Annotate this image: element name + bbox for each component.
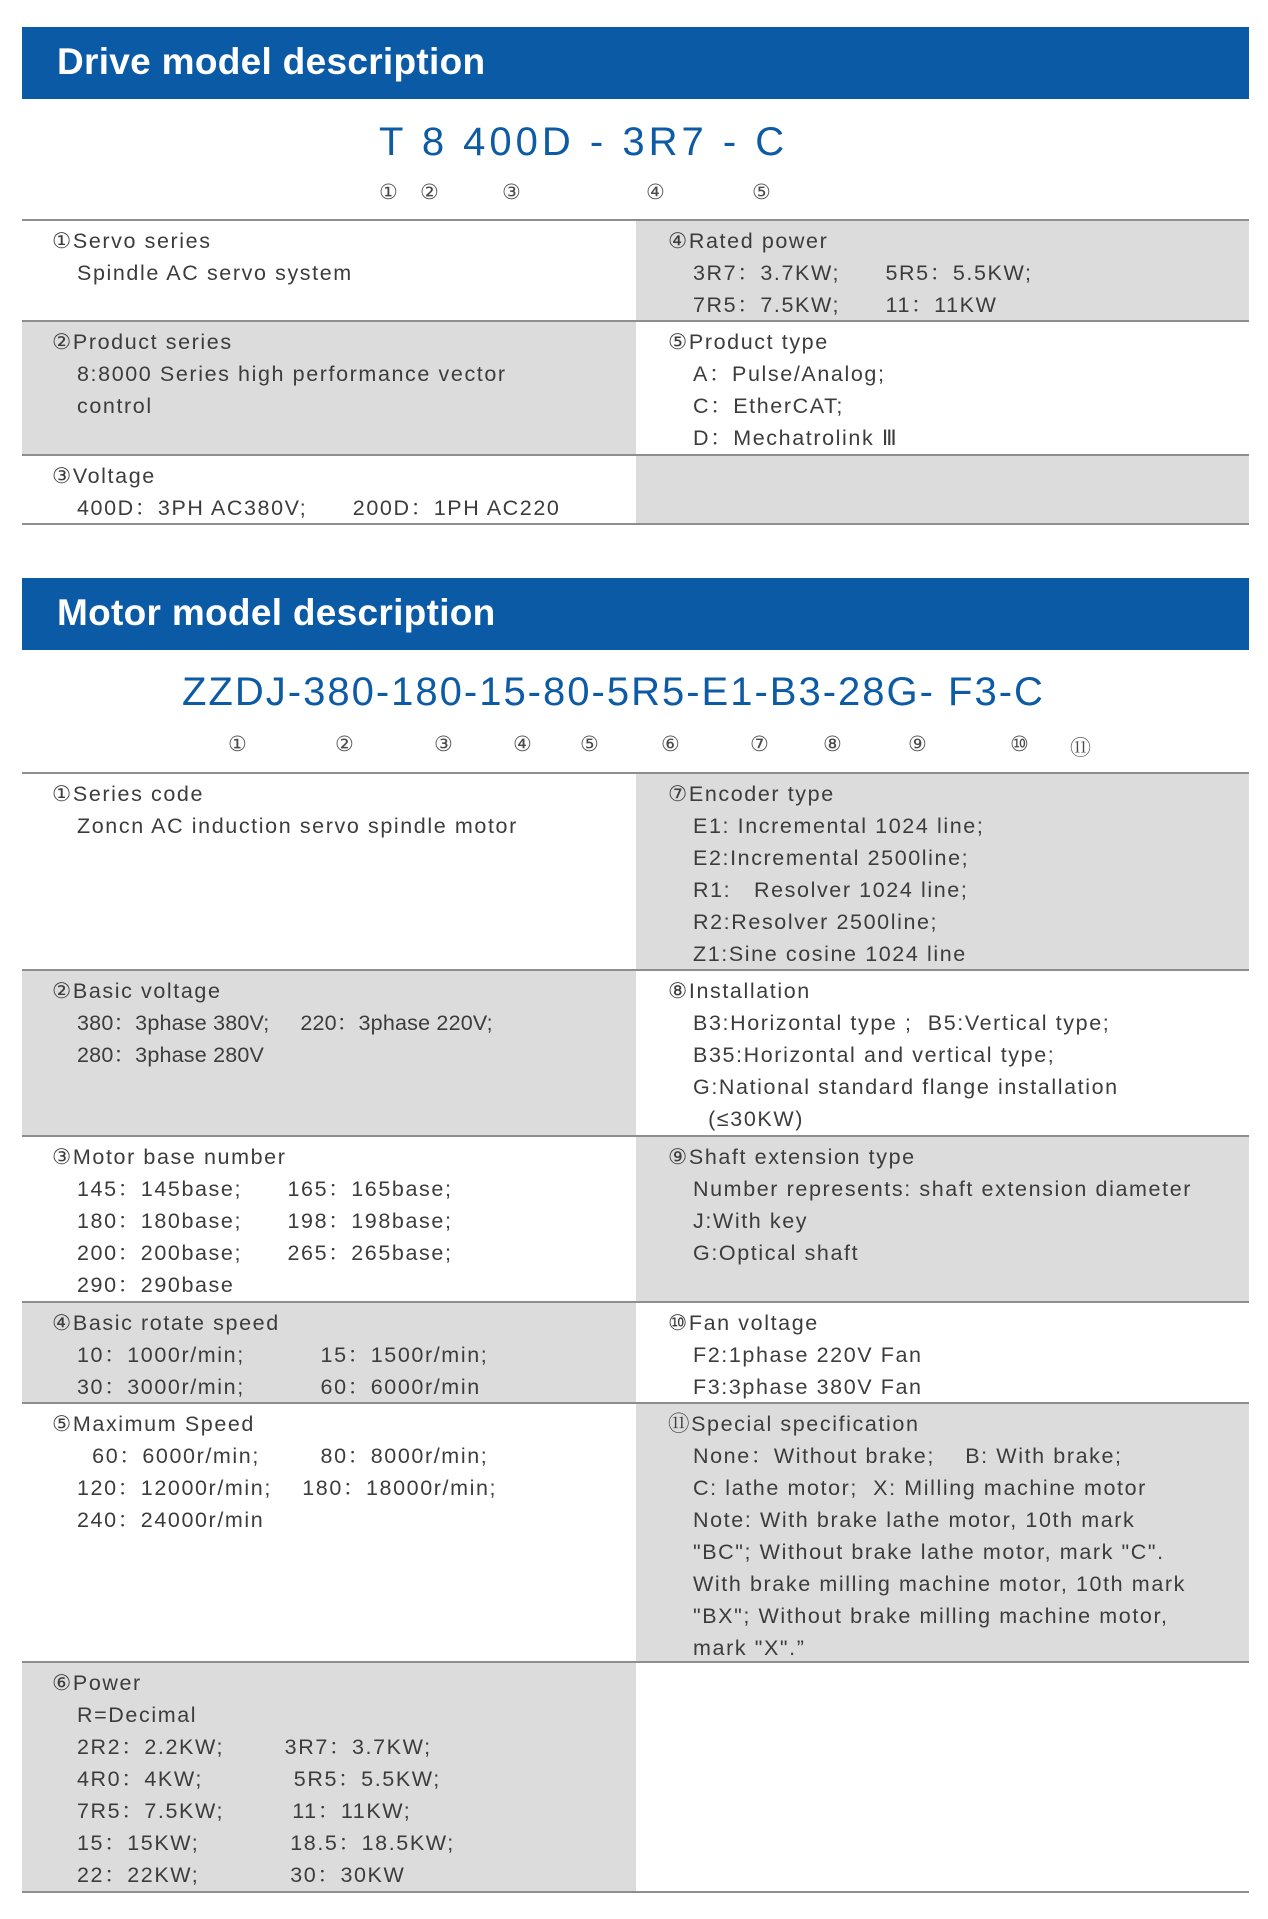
motor-table-bottom-rule (22, 1891, 1249, 1893)
cell-title: ⑦Encoder type (668, 782, 835, 806)
cell-line: R=Decimal (77, 1703, 198, 1727)
motor-cell-basic-voltage (22, 969, 636, 1135)
cell-line: A：Pulse/Analog; (693, 362, 886, 386)
cell-line: B35:Horizontal and vertical type; (693, 1043, 1056, 1067)
cell-line: Note: With brake lathe motor, 10th mark (693, 1508, 1136, 1532)
cell-title: ④Basic rotate speed (52, 1311, 280, 1335)
cell-title: ④Rated power (668, 229, 829, 253)
cell-line: Spindle AC servo system (77, 261, 353, 285)
cell-line: Z1:Sine cosine 1024 line (693, 942, 967, 966)
cell-line: 3R7：3.7KW; 5R5：5.5KW; (693, 261, 1033, 285)
motor-cell-special-spec (636, 1402, 1249, 1661)
motor-cell-encoder-type (636, 772, 1249, 969)
cell-line: 4R0：4KW; 5R5：5.5KW; (77, 1767, 441, 1791)
cell-line: 22：22KW; 30：30KW (77, 1863, 406, 1887)
cell-title: ⑤Product type (668, 330, 829, 354)
drive-table-bottom-rule (22, 523, 1249, 525)
drive-cell-product-type (636, 320, 1249, 454)
motor-cell-empty (636, 1661, 1249, 1892)
cell-title: ⑩Fan voltage (668, 1311, 819, 1335)
motor-cell-maximum-speed (22, 1402, 636, 1661)
drive-cell-voltage (22, 454, 636, 524)
cell-line: 200：200base; 265：265base; (77, 1241, 453, 1265)
cell-line: 290：290base (77, 1273, 235, 1297)
motor-marker-1: ① (228, 733, 247, 756)
cell-line: 120：12000r/min; 180：18000r/min; (77, 1476, 498, 1500)
cell-line: 240：24000r/min (77, 1508, 265, 1532)
cell-line: 8:8000 Series high performance vector (77, 362, 507, 386)
cell-title: ②Basic voltage (52, 979, 222, 1003)
motor-title: Motor model description (57, 592, 496, 633)
drive-marker-5: ⑤ (752, 181, 771, 204)
cell-line: With brake milling machine motor, 10th mark (693, 1572, 1186, 1596)
motor-cell-base-number (22, 1135, 636, 1301)
cell-line: E1: Incremental 1024 line; (693, 814, 985, 838)
cell-line: "BC"; Without brake lathe motor, mark "C". (693, 1540, 1165, 1564)
cell-title: ⑧Installation (668, 979, 811, 1003)
cell-title: ⑥Power (52, 1671, 142, 1695)
drive-cell-product-series (22, 320, 636, 454)
cell-line: B3:Horizontal type ; B5:Vertical type; (693, 1011, 1111, 1035)
cell-title: ⑤Maximum Speed (52, 1412, 255, 1436)
cell-line: 7R5：7.5KW; 11：11KW; (77, 1799, 412, 1823)
drive-cell-rated-power (636, 219, 1249, 320)
cell-line: F2:1phase 220V Fan (693, 1343, 923, 1367)
cell-line: 280：3phase 280V (77, 1043, 265, 1067)
drive-marker-3: ③ (502, 181, 521, 204)
cell-line: C：EtherCAT; (693, 394, 845, 418)
motor-marker-11: ⑪ (1070, 737, 1091, 760)
motor-cell-series-code (22, 772, 636, 969)
cell-line: 60：6000r/min; 80：8000r/min; (77, 1444, 489, 1468)
cell-line: 2R2：2.2KW; 3R7：3.7KW; (77, 1735, 432, 1759)
cell-line: R1: Resolver 1024 line; (693, 878, 969, 902)
drive-marker-4: ④ (646, 181, 665, 204)
drive-marker-2: ② (420, 181, 439, 204)
cell-line: 10：1000r/min; 15：1500r/min; (77, 1343, 489, 1367)
cell-title: ②Product series (52, 330, 233, 354)
motor-cell-rotate-speed (22, 1301, 636, 1402)
cell-line: 7R5：7.5KW; 11：11KW (693, 293, 998, 317)
drive-banner (22, 27, 1249, 99)
cell-line: 380：3phase 380V; 220：3phase 220V; (77, 1011, 493, 1035)
drive-model-code: T 8 400D - 3R7 - C (379, 120, 789, 164)
motor-banner (22, 578, 1249, 650)
motor-cell-fan-voltage (636, 1301, 1249, 1402)
drive-cell-servo-series (22, 219, 636, 320)
cell-line: "BX"; Without brake milling machine motor, (693, 1604, 1169, 1628)
cell-line: C: lathe motor; X: Milling machine motor (693, 1476, 1147, 1500)
motor-model-code: ZZDJ-380-180-15-80-5R5-E1-B3-28G- F3-C (182, 670, 1045, 714)
cell-title: ③Voltage (52, 464, 156, 488)
cell-line: G:National standard flange installation (693, 1075, 1119, 1099)
drive-title: Drive model description (57, 41, 486, 82)
cell-line: (≤30KW) (693, 1107, 805, 1131)
motor-cell-installation (636, 969, 1249, 1135)
cell-line: R2:Resolver 2500line; (693, 910, 939, 934)
cell-line: 30：3000r/min; 60：6000r/min (77, 1375, 481, 1399)
motor-marker-4: ④ (513, 733, 532, 756)
motor-marker-8: ⑧ (823, 733, 842, 756)
cell-line: Number represents: shaft extension diameter (693, 1177, 1193, 1201)
cell-line: 145：145base; 165：165base; (77, 1177, 453, 1201)
drive-marker-1: ① (379, 181, 398, 204)
motor-marker-5: ⑤ (580, 733, 599, 756)
motor-marker-2: ② (335, 733, 354, 756)
motor-marker-6: ⑥ (661, 733, 680, 756)
cell-line: control (77, 394, 153, 418)
motor-marker-3: ③ (434, 733, 453, 756)
cell-line: None：Without brake; B: With brake; (693, 1444, 1123, 1468)
cell-title: ③Motor base number (52, 1145, 287, 1169)
cell-line: Zoncn AC induction servo spindle motor (77, 814, 518, 838)
motor-marker-9: ⑨ (908, 733, 927, 756)
cell-line: mark "X".” (693, 1636, 806, 1660)
cell-line: F3:3phase 380V Fan (693, 1375, 923, 1399)
cell-title: ①Series code (52, 782, 205, 806)
cell-line: E2:Incremental 2500line; (693, 846, 970, 870)
cell-line: D：Mechatrolink Ⅲ (693, 426, 899, 450)
motor-cell-shaft-extension (636, 1135, 1249, 1301)
cell-line: 400D：3PH AC380V; 200D：1PH AC220 (77, 496, 561, 520)
cell-title: ⑪Special specification (668, 1412, 920, 1436)
motor-cell-power (22, 1661, 636, 1892)
motor-marker-7: ⑦ (750, 733, 769, 756)
cell-line: G:Optical shaft (693, 1241, 860, 1265)
drive-cell-empty (636, 454, 1249, 524)
cell-line: J:With key (693, 1209, 809, 1233)
cell-line: 15：15KW; 18.5：18.5KW; (77, 1831, 455, 1855)
cell-title: ⑨Shaft extension type (668, 1145, 916, 1169)
cell-line: 180：180base; 198：198base; (77, 1209, 453, 1233)
motor-marker-10: ⑩ (1010, 733, 1029, 756)
cell-title: ①Servo series (52, 229, 212, 253)
